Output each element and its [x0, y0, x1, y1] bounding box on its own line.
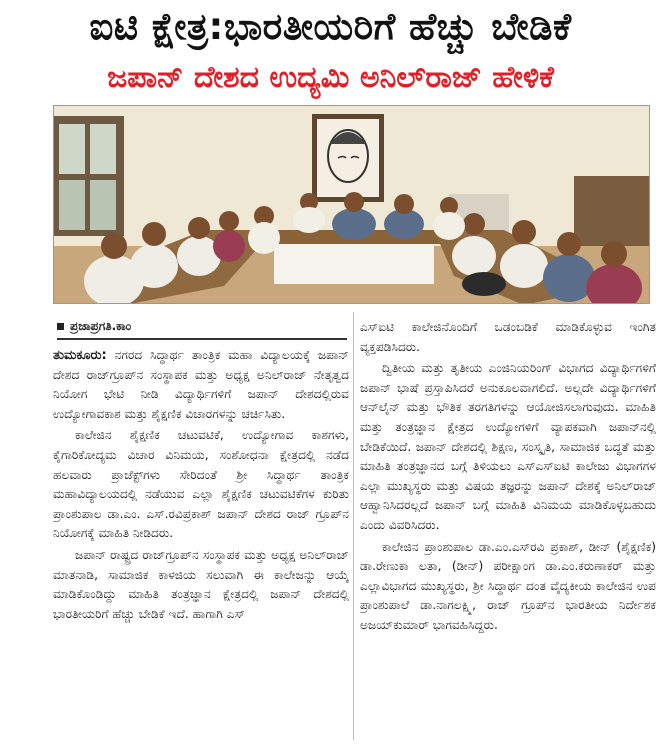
- byline-rule: [57, 338, 347, 340]
- byline-text: ಪ್ರಜಾಪ್ರಗತಿ.ಕಾಂ: [70, 318, 132, 333]
- bullet-square-icon: [57, 323, 64, 330]
- article-paragraph: ಎಸ್‌ಐಟಿ ಕಾಲೇಜಿನೊಂದಿಗೆ ಒಡಂಬಡಿಕೆ ಮಾಡಿಕೊಳ್ಳುವ ಇಂಗಿತ ವ್ಯಕ್ತಪಡಿಸಿದರು.: [360, 320, 656, 354]
- subheadline: ಜಪಾನ್ ದೇಶದ ಉದ್ಯಮಿ ಅನಿಲ್‌ರಾಜ್ ಹೇಳಿಕೆ: [107, 59, 554, 95]
- article-paragraph: ಕಾಲೇಜಿನ ಶೈಕ್ಷಣಿಕ ಚಟುವಟಿಕೆ, ಉದ್ಯೋಗಾವ ಕಾಶಗಳು, ಕೈಗಾರಿಕೋದ್ಯಮ ವಿಚಾರ ವಿನಿಮಯ, ಸಂಶೋಧನಾ ಕ್ಷೇತ್ರದಲ್ಲಿ ನಡೆದ ಹಲವಾರು ಪ್ರಾಜೆಕ್ಟ್‌ಗಳು ಸೇರಿದಂತೆ ಶ್ರೀ ಸಿದ್ಧಾರ್ಥ ತಾಂತ್ರಿಕ ಮಹಾವಿದ್ಯಾಲಯದಲ್ಲಿ ನಡೆಯುವ ಎಲ್ಲಾ ಶೈಕ್ಷಣಿಕ ಚಟುವಟಿಕೆಗಳ ಕುರಿತು ಪ್ರಾಂಶುಪಾಲ ಡಾ.ಎಂ. ಎಸ್.ರವಿಪ್ರಕಾಶ್ ಜಪಾನ್ ದೇಶದ ರಾಜ್ ಗ್ರೂಪ್‌ನ ನಿಯೋಗಕ್ಕೆ ಮಾಹಿತಿ ನೀಡಿದರು.: [53, 428, 349, 541]
- column-divider: [353, 312, 354, 740]
- article-column-left: [53, 346, 349, 741]
- paragraph-text: ನಗರದ ಸಿದ್ಧಾರ್ಥ ತಾಂತ್ರಿಕ ಮಹಾ ವಿದ್ಯಾಲಯಕ್ಕೆ ಜಪಾನ್ ದೇಶದ ರಾಜ್‌ಗ್ರೂಪ್‌ನ ಸಂಸ್ಥಾಪಕ ಮತ್ತು ಅಧ್ಯಕ್ಷ ಅನಿಲ್‌ರಾಜ್ ನೇತೃತ್ವದ ನಿಯೋಗ ಭೇಟಿ ನೀಡಿ ವಿದ್ಯಾರ್ಥಿಗಳಿಗೆ ಜಪಾನ್ ದೇಶದಲ್ಲಿರುವ ಉದ್ಯೋಗಾವಕಾಶ ಮತ್ತು ಶೈಕ್ಷಣಿಕ ವಿಚಾರಗಳನ್ನು ಚರ್ಚಿಸಿತು.: [53, 348, 349, 421]
- article-paragraph: [53, 346, 349, 424]
- article-paragraph: ಜಪಾನ್ ರಾಷ್ಟ್ರದ ರಾಜ್‌ಗ್ರೂಪ್‌ನ ಸಂಸ್ಥಾಪಕ ಮತ್ತು ಅಧ್ಯಕ್ಷ ಅನಿಲ್‌ರಾಜ್ ಮಾತನಾಡಿ, ಸಾಮಾಜಿಕ ಕಾಳಜಿಯ ಸಲುವಾಗಿ ಈ ಕಾಲೇಜನ್ನು ಆಯ್ಕೆ ಮಾಡಿಕೊಂಡಿದ್ದು ಮಾಹಿತಿ ತಂತ್ರಜ್ಞಾನ ಕ್ಷೇತ್ರದಲ್ಲಿ ಜಪಾನ್ ದೇಶದಲ್ಲಿ ಭಾರತೀಯರಿಗೆ ಹೆಚ್ಚು ಬೇಡಿಕೆ ಇದೆ. ಹಾಗಾಗಿ ಎಸ್: [53, 547, 349, 621]
- byline: [57, 318, 131, 334]
- headline: ಐಟಿ ಕ್ಷೇತ್ರ:ಭಾರತೀಯರಿಗೆ ಹೆಚ್ಚು ಬೇಡಿಕೆ: [89, 5, 572, 48]
- article-paragraph: ಕಾಲೇಜಿನ ಪ್ರಾಂಶುಪಾಲ ಡಾ.ಎಂ.ಎಸ್‌ರವಿ ಪ್ರಕಾಶ್, ಡೀನ್ (ಶೈಕ್ಷಣಿಕ) ಡಾ.ರೇಣುಕಾ ಲತಾ, (ಡೀನ್) ಪರೀಕ್ಷಾಂಗ ಡಾ.ಎಂ.ಕರುಣಾಕರ್ ಮತ್ತು ಎಲ್ಲಾವಿಭಾಗದ ಮುಖ್ಯಸ್ಥರು, ಶ್ರೀ ಸಿದ್ಧಾರ್ಥ ದಂತ ವೈದ್ಯಕೀಯ ಕಾಲೇಜಿನ ಉಪ ಪ್ರಾಂಶುಪಾಲೆ ಡಾ.ನಾಗಲಕ್ಷ್ಮಿ, ರಾಜ್ ಗ್ರೂಪ್‌ನ ಭಾರತೀಯ ನಿರ್ದೇಶಕ ಅಜಯ್‌ಕುಮಾರ್ ಭಾಗವಹಿಸಿದ್ದರು.: [360, 539, 656, 632]
- article-column-right: [360, 318, 656, 742]
- meeting-photo: [53, 105, 650, 304]
- article-paragraph: ದ್ವಿತೀಯ ಮತ್ತು ತೃತೀಯ ಎಂಜಿನಿಯರಿಂಗ್ ವಿಭಾಗದ ವಿದ್ಯಾರ್ಥಿಗಳಿಗೆ ಜಪಾನ್ ಭಾಷೆ ಪ್ರಸ್ತಾಪಿಸಿದರೆ ಅನುಕೂಲವಾಗಲಿದೆ. ಅಲ್ಲದೇ ವಿದ್ಯಾರ್ಥಿಗಳಿಗೆ ಆನ್‌ಲೈನ್ ಮತ್ತು ಭೌತಿಕ ತರಗತಿಗಳನ್ನು ಆಯೋಜಿಸಲಾಗುವುದು. ಮಾಹಿತಿ ಮತ್ತು ತಂತ್ರಜ್ಞಾನ ಕ್ಷೇತ್ರದ ಉದ್ಯೋಗಳಿಗೆ ವ್ಯಾಪಕವಾಗಿ ಜಪಾನ್‌ನಲ್ಲಿ ಬೇಡಿಕೆಯಿದೆ. ಜಪಾನ್ ದೇಶದಲ್ಲಿ ಶಿಕ್ಷಣ, ಸಂಸ್ಕೃತಿ, ಸಾಮಾಜಿಕ ಬದ್ಧತೆ ಮತ್ತು ಮಾಹಿತಿ ತಂತ್ರಜ್ಞಾನದ ಬಗ್ಗೆ ತಿಳಿಯಲು ಎಸ್‌ಎಸ್‌ಐಟಿ ಕಾಲೇಜು ವಿಭಾಗಗಳ ಎಲ್ಲಾ ಮುಖ್ಯಸ್ಥರು ಮತ್ತು ವಿಷಯ ತಜ್ಞರನ್ನು ಜಪಾನ್ ದೇಶಕ್ಕೆ ಅನಿಲ್‌ರಾಜ್ ಆಹ್ವಾನಿಸಿದರಲ್ಲದೆ ಜಪಾನ್ ಬಗ್ಗೆ ಮಾಹಿತಿ ವಿನಿಮಯ ಮಾಡಿಕೊಳ್ಳಬಹುದು ಎಂದು ವಿವರಿಸಿದರು.: [360, 361, 656, 532]
- dateline: ತುಮಕೂರು:: [53, 348, 107, 363]
